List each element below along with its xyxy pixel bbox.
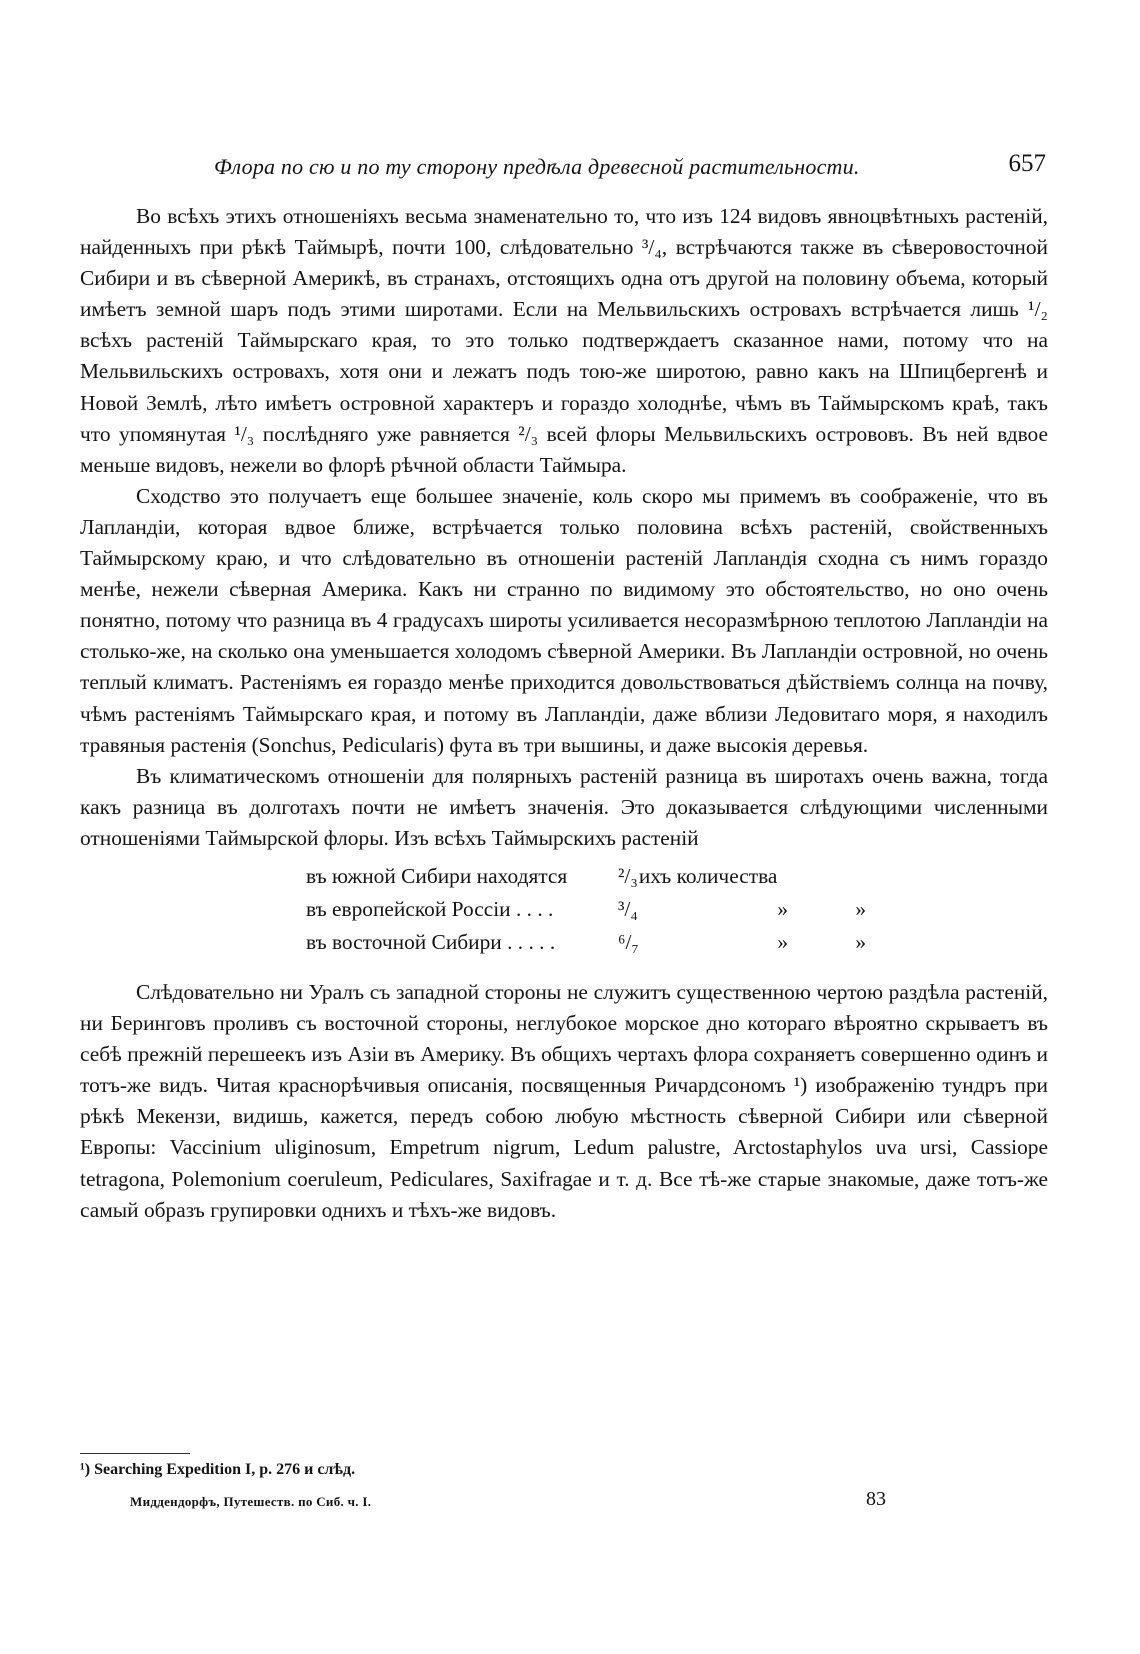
paragraph: Во всѣхъ этихъ отношеніяхъ весьма знаменательно то, что изъ 124 видовъ явноцвѣтныхъ растеній, найденныхъ при рѣкѣ Таймырѣ, почти 100, слѣдовательно ³/₄, встрѣчаются также въ сѣверовосточной Сибири и въ сѣверной Америкѣ, въ странахъ, отстоящихъ одна отъ другой на половину объема, который имѣетъ земной шаръ подъ этими широтами. Если на Мельвильскихъ островахъ встрѣчается лишь ¹/₂ всѣхъ растеній Таймырскаго края, то это только подтверждаетъ сказанное нами, потому что на Мельвильскихъ островахъ, хотя они и лежатъ подъ тою-же широтою, равно какъ на Шпицбергенѣ и Новой Землѣ, лѣто имѣетъ островной характеръ и гораздо холоднѣе, чѣмъ въ Таймырскомъ краѣ, такъ что упомянутая ¹/₃ послѣдняго уже равняется ²/₃ всей флоры Мельвильскихъ острововъ. Въ ней вдвое меньше видовъ, нежели во флорѣ рѣчной области Таймыра.: [80, 204, 1048, 477]
body-text: [80, 201, 1048, 1226]
ratio-mark: »: [855, 929, 867, 954]
ratio-mark: »: [777, 896, 789, 921]
paragraph: Слѣдовательно ни Уралъ съ западной стороны не служитъ существенною чертою раздѣла растеній, ни Беринговъ проливъ съ восточной стороны, неглубокое морское дно котораго вѣроятно скрываетъ въ себѣ прежній перешеекъ изъ Азіи въ Америку. Въ общихъ чертахъ флора сохраняетъ совершенно одинъ и тотъ-же видъ. Читая краснорѣчивыя описанія, посвященныя Ричардсономъ ¹) изображенію тундръ при рѣкѣ Мекензи, видишь, кажется, передъ собою любую мѣстность сѣверной Сибири или сѣверной Европы: Vaccinium uliginosum, Empetrum nigrum, Ledum palustre, Arctostaphylos uva ursi, Cassiope tetragona, Polemonium coeruleum, Pediculares, Saxifragae и т. д. Все тѣ-же старые знакомые, даже тотъ-же самый образъ групировки однихъ и тѣхъ-же видовъ.: [80, 979, 1048, 1222]
ratio-fraction: ²/₃: [618, 863, 638, 888]
ratio-fraction: ⁶/₇: [618, 929, 639, 954]
ratio-row: [306, 893, 933, 926]
ratio-label: въ восточной Сибири . . . . .: [306, 929, 556, 954]
page-number: 657: [1008, 150, 1046, 177]
ratio-mark: »: [777, 929, 789, 954]
ratio-mark: »: [855, 896, 867, 921]
sheet-number: 83: [866, 1488, 886, 1510]
ratio-suffix: [639, 926, 778, 959]
ratio-mark: [777, 860, 855, 893]
running-title: Флора по сю и по ту сторону предѣла древесной растительности.: [214, 154, 860, 179]
ratio-suffix: ихъ количества: [638, 863, 778, 888]
footnote: ¹) Searching Expedition I, p. 276 и слѣд.: [80, 1461, 356, 1478]
ratio-table: [306, 860, 933, 959]
ratio-suffix: [639, 893, 778, 926]
ratio-mark: [855, 860, 933, 893]
paragraph: Въ климатическомъ отношеніи для полярныхъ растеній разница въ широтахъ очень важна, тогда какъ разница въ долготахъ почти не имѣетъ значенія. Это доказывается слѣдующими численными отношеніями Таймырской флоры. Изъ всѣхъ Таймырскихъ растеній: [80, 763, 1048, 850]
ratio-row: [306, 860, 933, 893]
footnote-divider: [80, 1453, 190, 1454]
ratio-row: [306, 926, 933, 959]
signature-line: Миддендорфъ, Путешеств. по Сиб. ч. I.: [130, 1494, 372, 1509]
running-head: [214, 150, 1046, 190]
paragraph: Сходство это получаетъ еще большее значеніе, коль скоро мы примемъ въ соображеніе, что въ Лапландіи, которая вдвое ближе, встрѣчается только половина всѣхъ растеній, свойственныхъ Таймырскому краю, и что слѣдовательно въ отношеніи растеній Лапландія сходна съ нимъ гораздо менѣе, нежели сѣверная Америка. Какъ ни странно по видимому это обстоятельство, но оно очень понятно, потому что разница въ 4 градусахъ широты усиливается несоразмѣрною теплотою Лапландіи на столько-же, на сколько она уменьшается холодомъ сѣверной Америки. Въ Лапландіи островной, но очень теплый климатъ. Растеніямъ ея гораздо менѣе приходится довольствоваться дѣйствіемъ солнца на почву, чѣмъ растеніямъ Таймырскаго края, и потому въ Лапландіи, даже вблизи Ледовитаго моря, я находилъ травяныя растенія (Sonchus, Pedicularis) фута въ три вышины, и даже высокія деревья.: [80, 483, 1048, 757]
ratio-label: въ европейской Россіи . . . .: [306, 896, 554, 921]
ratio-fraction: ³/₄: [618, 896, 638, 921]
ratio-label: въ южной Сибири находятся: [306, 863, 568, 888]
